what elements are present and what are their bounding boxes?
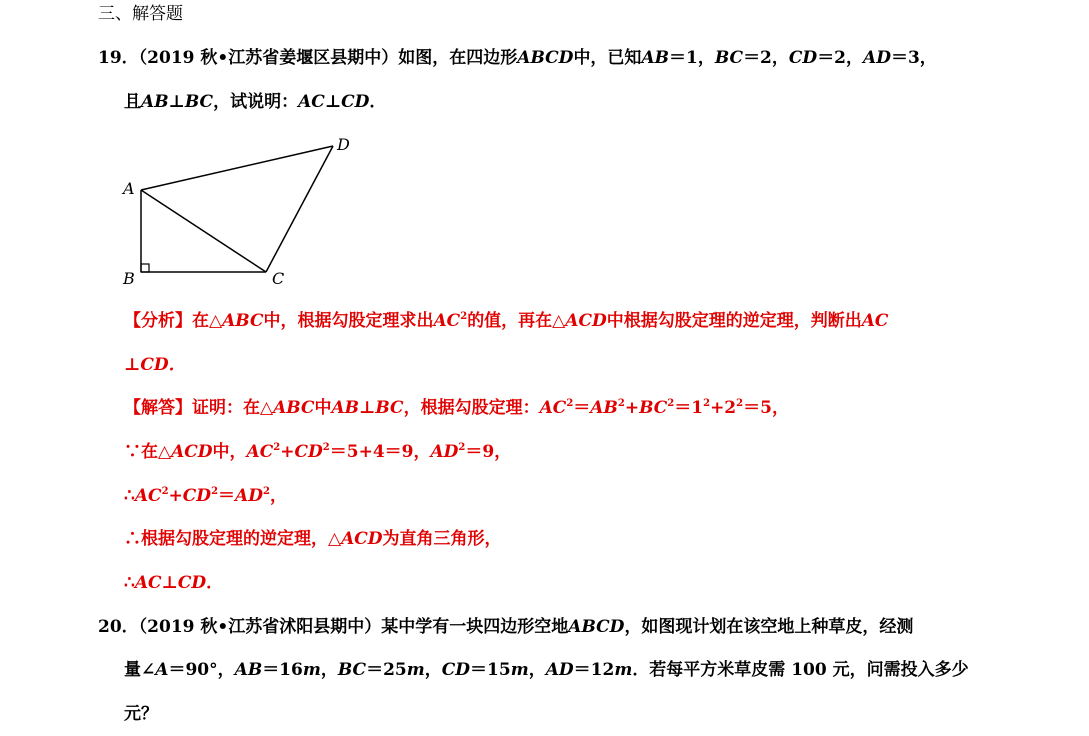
q19-number: 19． [98,48,139,68]
quadrilateral-figure [115,133,365,293]
segment-ad [141,146,333,190]
label-c: C [272,269,285,288]
q19-line-1: 19．（2019 秋•江苏省姜堰区县期中）如图，在四边形ABCD中，已知AB＝1，BC＝2，CD＝2，AD＝3， [98,48,937,68]
segment-cd [266,146,333,272]
q19-source: （2019 秋•江苏省姜堰区县期中） [138,48,399,68]
q20-number: 20． [98,617,139,637]
q19-line-2: 且AB⊥BC，试说明：AC⊥CD． [124,92,387,112]
right-angle-marker [141,264,149,272]
solution-line-5: ∴AC⊥CD． [124,573,224,593]
solution-line-3: $\therefore AC^2+CD^2=AD^2$， [124,486,287,506]
analysis-line-2: ⊥CD． [124,355,186,375]
segment-ac [141,190,266,272]
analysis-line-1: 【分析】在△ABC中，根据勾股定理求出$AC^2$的值，再在△ACD中根据勾股定理的逆定理，判断出AC [124,311,889,331]
solution-line-4: ∴根据勾股定理的逆定理，△ACD为直角三角形， [124,529,502,549]
solution-line-2: ∵在△ACD中，$AC^2+CD^2=5+4=9$，$AD^2=9$， [124,442,512,462]
label-a: A [123,179,135,198]
section-title: 三、解答题 [98,4,183,24]
q20-line-2: 量∠A＝90°，AB＝16m，BC＝25m，CD＝15m，AD＝12m．若每平方米草皮需 100 元，问需投入多少 [124,660,969,680]
solution-tag: 【解答】 [124,398,192,418]
label-d: D [337,135,350,154]
q20-source: （2019 秋•江苏省沭阳县期中） [138,617,382,637]
analysis-tag: 【分析】 [124,311,192,331]
label-b: B [123,269,135,288]
solution-line-1: 【解答】证明：在△ABC中AB⊥BC，根据勾股定理：$AC^2=AB^2+BC^2=1^2+2^2=5$， [124,398,789,418]
q20-line-1: 20．（2019 秋•江苏省沭阳县期中）某中学有一块四边形空地ABCD，如图现计划在该空地上种草皮，经测 [98,617,914,637]
q20-line-3: 元？ [124,704,158,724]
